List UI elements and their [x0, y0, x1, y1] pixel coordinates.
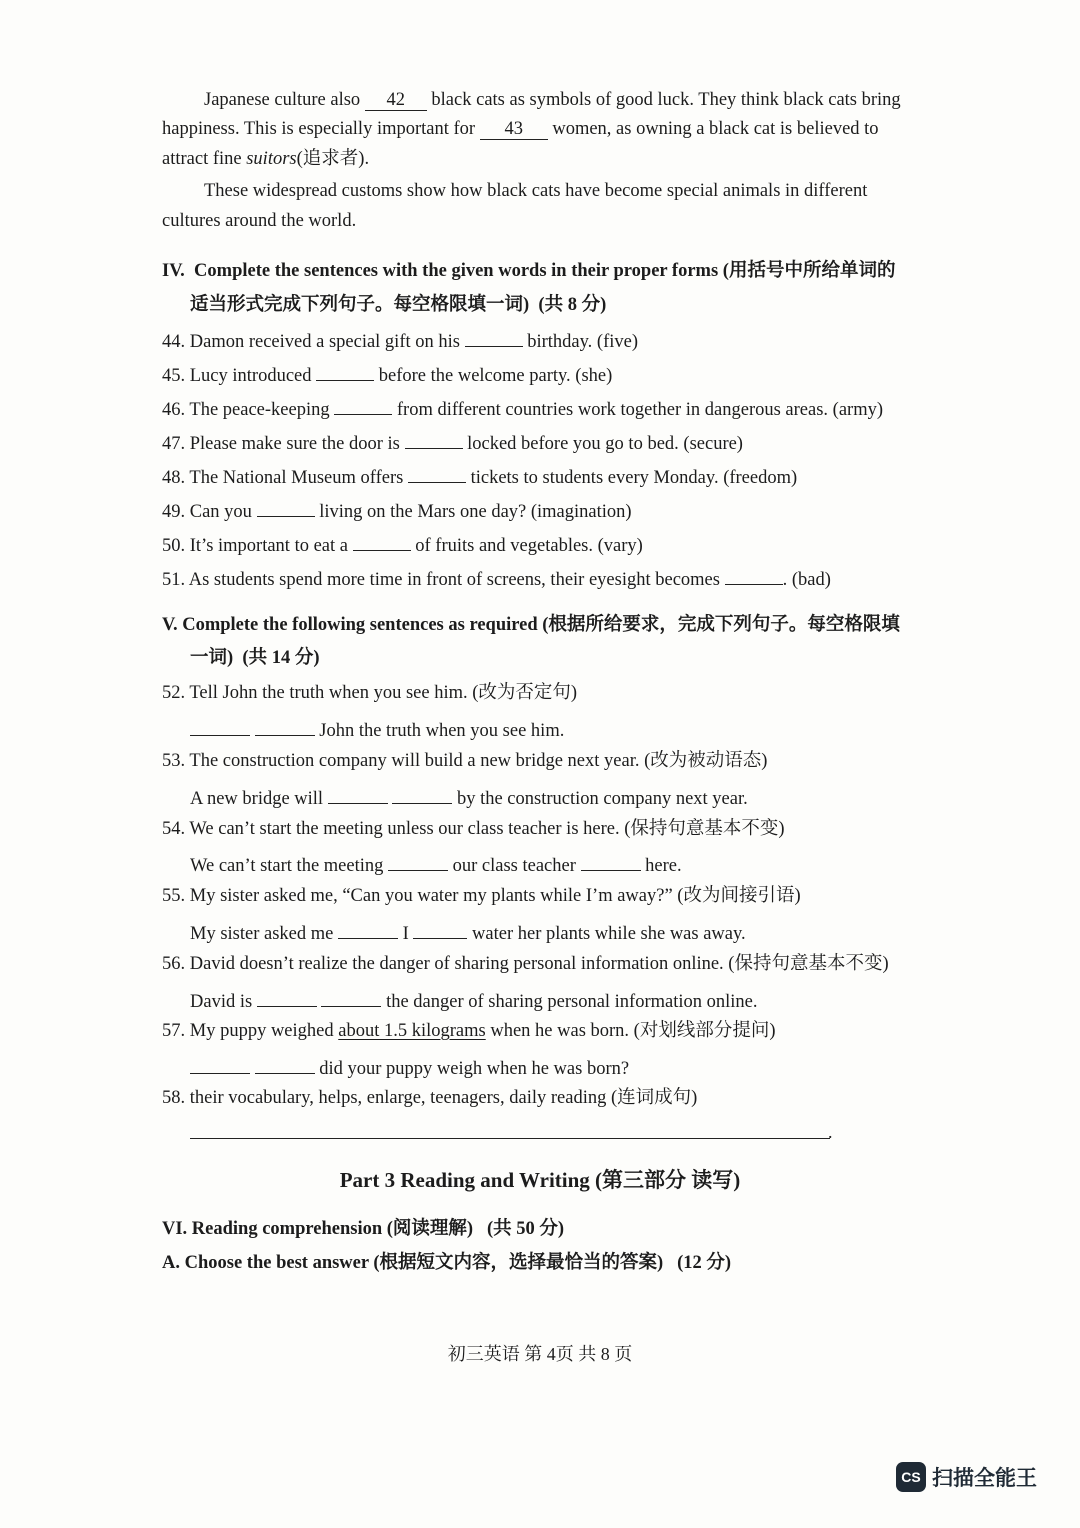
subsection-title: A. Choose the best answer (根据短文内容，选择最恰当的答案) (12 分)	[162, 1253, 732, 1273]
answer-line: John the truth when you see him.	[190, 715, 564, 743]
answer-blank[interactable]	[353, 530, 411, 551]
answer-blank[interactable]	[338, 918, 398, 939]
question-item: 47. Please make sure the door is locked before you go to bed. (secure)	[162, 428, 743, 456]
answer-blank[interactable]	[257, 986, 317, 1007]
watermark-text: 扫描全能王	[932, 1466, 1037, 1490]
question-item: 50. It’s important to eat a of fruits and vegetables. (vary)	[162, 530, 643, 558]
answer-blank[interactable]	[388, 850, 448, 871]
answer-blank[interactable]	[255, 1053, 315, 1074]
question-item: 54. We can’t start the meeting unless our class teacher is here. (保持句意基本不变)	[162, 819, 785, 839]
question-item: 55. My sister asked me, “Can you water my plants while I’m away?” (改为间接引语)	[162, 886, 801, 906]
question-item: 57. My puppy weighed about 1.5 kilograms when he was born. (对划线部分提问)	[162, 1021, 776, 1041]
passage-line: happiness. This is especially important for 43 women, as owning a black cat is believed to	[162, 119, 879, 139]
answer-blank[interactable]	[328, 783, 388, 804]
long-answer-line[interactable]	[190, 1138, 830, 1139]
answer-blank[interactable]	[725, 564, 783, 585]
answer-blank[interactable]	[581, 850, 641, 871]
question-item: 44. Damon received a special gift on his birthday. (five)	[162, 326, 638, 354]
underlined-phrase: about 1.5 kilograms	[338, 1021, 486, 1041]
section-title: IV. Complete the sentences with the given words in their proper forms (用括号中所给单词的	[162, 261, 896, 281]
part-title: Part 3 Reading and Writing (第三部分 读写)	[339, 1168, 741, 1192]
section-title: 一词) (共 14 分)	[190, 648, 320, 668]
answer-blank[interactable]	[334, 394, 392, 415]
answer-blank[interactable]	[190, 715, 250, 736]
answer-blank[interactable]	[392, 783, 452, 804]
question-item: 45. Lucy introduced before the welcome party. (she)	[162, 360, 612, 388]
answer-blank[interactable]	[408, 462, 466, 483]
question-item: 48. The National Museum offers tickets to students every Monday. (freedom)	[162, 462, 797, 490]
answer-blank[interactable]	[316, 360, 374, 381]
answer-blank[interactable]	[405, 428, 463, 449]
answer-blank[interactable]	[255, 715, 315, 736]
question-item: 49. Can you living on the Mars one day? (imagination)	[162, 496, 632, 524]
answer-blank[interactable]	[465, 326, 523, 347]
passage-line: These widespread customs show how black cats have become special animals in different	[204, 181, 868, 201]
answer-blank[interactable]	[190, 1053, 250, 1074]
passage-line: cultures around the world.	[162, 211, 357, 231]
answer-period: .	[828, 1122, 833, 1142]
question-item: 53. The construction company will build a new bridge next year. (改为被动语态)	[162, 751, 768, 771]
question-item: 51. As students spend more time in front of screens, their eyesight becomes . (bad)	[162, 564, 831, 592]
question-item: 58. their vocabulary, helps, enlarge, teenagers, daily reading (连词成句)	[162, 1088, 698, 1108]
question-item: 52. Tell John the truth when you see him. (改为否定句)	[162, 683, 578, 703]
answer-blank[interactable]	[321, 986, 381, 1007]
camscanner-logo-icon: CS	[896, 1462, 926, 1492]
answer-blank[interactable]: 43	[480, 119, 548, 140]
answer-line: My sister asked me I water her plants while she was away.	[190, 918, 746, 946]
section-title: VI. Reading comprehension (阅读理解) (共 50 分)	[162, 1219, 565, 1239]
section-title: V. Complete the following sentences as required (根据所给要求，完成下列句子。每空格限填	[162, 615, 900, 635]
section-title: 适当形式完成下列句子。每空格限填一词) (共 8 分)	[190, 295, 607, 315]
answer-line: A new bridge will by the construction company next year.	[190, 783, 748, 811]
answer-line: did your puppy weigh when he was born?	[190, 1053, 629, 1081]
answer-line: We can’t start the meeting our class teacher here.	[190, 850, 682, 878]
answer-line: David is the danger of sharing personal information online.	[190, 986, 758, 1014]
question-item: 46. The peace-keeping from different countries work together in dangerous areas. (army)	[162, 394, 883, 422]
scanner-watermark	[896, 1462, 1037, 1492]
page-footer: 初三英语 第 4页 共 8 页	[447, 1344, 633, 1364]
answer-blank[interactable]	[257, 496, 315, 517]
answer-blank[interactable]: 42	[365, 90, 427, 111]
question-item: 56. David doesn’t realize the danger of sharing personal information online. (保持句意基本不变)	[162, 954, 889, 974]
passage-line: attract fine suitors(追求者).	[162, 149, 370, 169]
passage-line: Japanese culture also 42 black cats as symbols of good luck. They think black cats bring	[204, 90, 901, 110]
answer-blank[interactable]	[413, 918, 467, 939]
